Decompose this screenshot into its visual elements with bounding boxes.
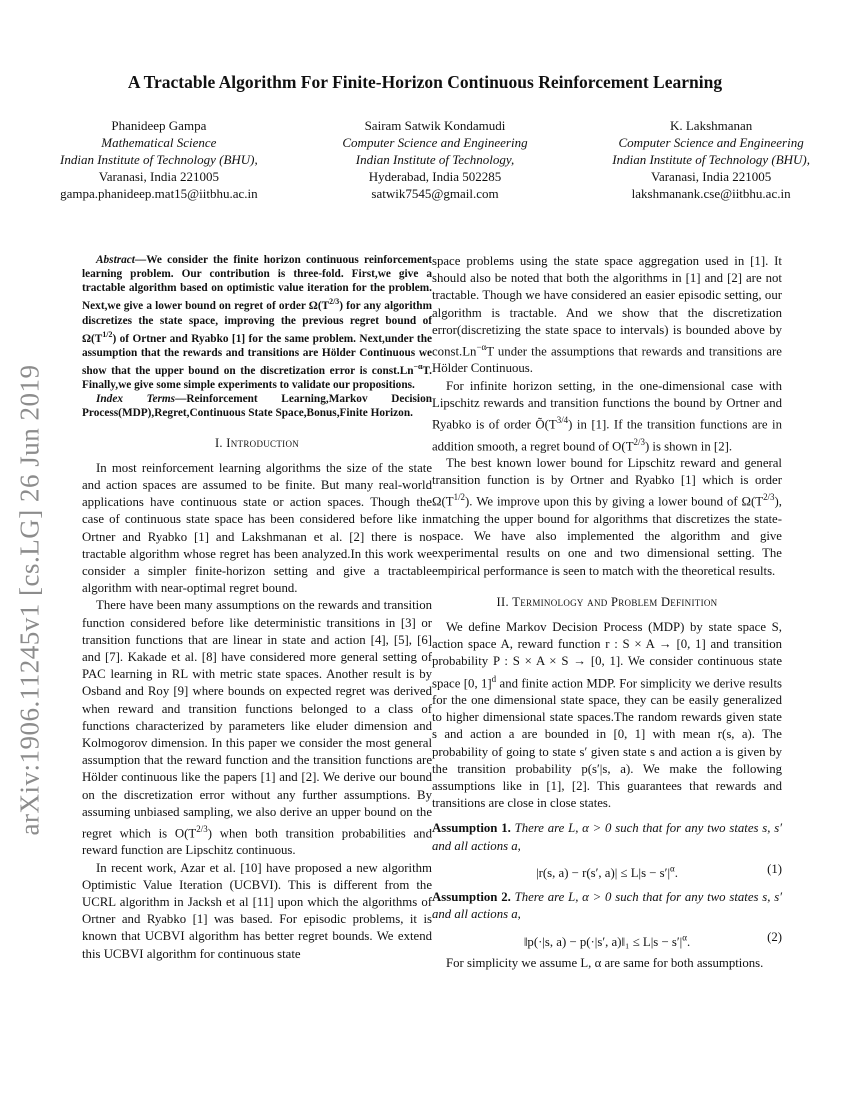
section-number: II. — [496, 594, 513, 609]
equation-number: (2) — [767, 930, 782, 945]
author-dept: Computer Science and Engineering — [342, 135, 528, 150]
author-inst: Indian Institute of Technology (BHU), — [60, 152, 258, 167]
equation-2 — [432, 929, 782, 949]
author-3 — [612, 117, 810, 202]
author-dept: Computer Science and Engineering — [618, 135, 804, 150]
author-email[interactable]: gampa.phanideep.mat15@iitbhu.ac.in — [60, 186, 258, 201]
author-email[interactable]: satwik7545@gmail.com — [371, 186, 499, 201]
author-name: Phanideep Gampa — [111, 118, 207, 133]
arxiv-stamp — [6, 290, 54, 910]
abstract-label: Abstract — [96, 254, 135, 266]
equation-body: |r(s, a) − r(s′, $a)| \le L|s - s'|^\alpha$. — [536, 863, 678, 881]
author-inst: Indian Institute of Technology (BHU), — [612, 152, 810, 167]
section-heading-intro — [82, 435, 432, 452]
intro-paragraph-3: In recent work, Azar et al. [10] have proposed a new algorithm Optimistic Value Iteration (UCBVI). This is different from the UCRL algorithm in Jacksh et al [11] upon which the algorithms of Ortner and Ryabko [1] was based. For episodic problems, it is known that UCBVI algorithm has better regret bounds. We extend this UCBVI algorithm for continuous state — [82, 860, 432, 961]
abstract-text: —We consider the finite horizon continuous reinforcement learning problem. Our contribution is three-fold. First,we give a tractable algorithm based on optimistic value iteration for the problem. Next,we give a lower bound on regret of order $\Omega(T^{2/3})$ for any algorithm discretizes the state space, improving the previous regret bound of $\Omega(T^{1/2})$ of Ortner and Ryabko [1] for the same problem. Next,under the assumption that the rewards and transitions are Hölder Continuous we show that the upper bound on the discretization error is $const.Ln^{-\alpha}T$. Finally,we give some simple experiments to validate our propositions. — [82, 254, 432, 391]
right-paragraph-1: space problems using the state space aggregation used in [1]. It should also be noted that both the algorithms in [1] and [2] are not tractable. Though we have considered an easier episodic setting, our algorithm is tractable. And we show that the discretization error(discretizing the state space to intervals) is bounded above by $const.Ln^{-\alpha}T$ under the assumptions that rewards and transitions are Hölder Continuous. — [432, 254, 782, 376]
right-paragraph-2: For infinite horizon setting, in the one-dimensional case with Lipschitz rewards and transition functions the bound by Ortner and Ryabko is of order $Õ(T^{3/4})$ in [1]. If the transition functions are in addition smooth, a regret bound of $O(T^{2/3})$ is shown in [2]. — [432, 378, 782, 453]
left-column — [82, 253, 432, 963]
section-heading-terminology — [432, 594, 782, 611]
paper-title: A Tractable Algorithm For Finite-Horizon Continuous Reinforcement Learning — [127, 72, 723, 92]
intro-paragraph-1: In most reinforcement learning algorithms the size of the state and action spaces are assumed to be finite. But many real-world applications have continuous state or action spaces. Though the case of continuous state space has been considered before like in Ortner and Ryabko [1] and Lakshmanan et al. [2] there is no tractable algorithm whose regret has been analyzed.In this work we consider a simpler finite-horizon setting and give a tractable algorithm with near-optimal regret bound. — [82, 460, 432, 596]
assumption-text: There are L, α > 0 such that for any two states s, s′ and all actions a, — [432, 889, 782, 922]
abstract — [82, 253, 432, 392]
assumption-text: There are L, α > 0 such that for any two states s, s′ and all actions a, — [432, 821, 782, 853]
intro-paragraph-2: There have been many assumptions on the rewards and transition function considered before like deterministic transitions in [3] or transition functions that are linear in state and action [4], [5], [6] and [7]. Kakade et al. [8] have considered more general setting of PAC learning in RL with metric state spaces. Another result is by Osband and Roy [9] where bounds on expected regret was derived when reward and transition functions belonged to a class of functions characterized by parameters like eluder dimension and Kolmogorov dimension. In this paper we consider the most general assumption that the reward function and the transition functions are Hölder continuous like the papers [1] and [2]. We derive our bound on the discretization error without any further assumptions. By assuming unbiased sampling, we also derive an upper bound on the regret which is $O(T^{2/3})$ when both transition probabilities and reward function are Lipschitz continuous. — [82, 598, 432, 858]
section-title: Introduction — [226, 435, 300, 450]
equation-1 — [432, 861, 782, 881]
index-terms-text: —Reinforcement Learning,Markov Decision Process(MDP),Regret,Continuous State Space,Bonus,Finite Horizon. — [82, 393, 433, 420]
author-city: Hyderabad, India 502285 — [368, 169, 502, 184]
arxiv-stamp-text: arXiv:1906.11245v1 [cs.LG] 26 Jun 2019 — [14, 364, 45, 836]
assumption-label: Assumption 2. — [432, 889, 511, 904]
right-paragraph-3: The best known lower bound for Lipschitz reward and general transition function is by Ortner and Ryabko [1] which is order $\Omega(T^{1/2})$. We improve upon this by giving a lower bound of $\Omega(T^{2/3})$, matching the upper bound for algorithms that discretizes the state-space. We have also implemented the algorithm and give experimental results on one and two dimensional setting. The empirical performance is seen to match with the theoretical results. — [432, 456, 782, 578]
right-column — [432, 253, 782, 972]
assumption-2 — [432, 889, 782, 923]
author-block — [60, 117, 810, 202]
terminology-paragraph: We define Markov Decision Process (MDP) by state space S, action space A, reward function r : S × A → [0, 1] and transition probability P : S × A × S → [0, 1]. We consider continuous state space [0, 1]$^d$ and finite action MDP. For simplicity we derive results for the one dimensional state space, they can be easily generalized to higher dimensional state spaces.The random rewards given state s and action a are bounded in [0, 1] with mean r(s, a). The probability of going to state s′ given state s and action a is given by the transition probability p(s′|s, a). We make the following assumptions like in [1], [2]. This guarantees that rewards and transitions are close in close states. — [432, 619, 782, 811]
author-name: Sairam Satwik Kondamudi — [364, 118, 506, 133]
author-1 — [60, 117, 258, 202]
index-terms — [82, 392, 432, 420]
author-email[interactable]: lakshmanank.cse@iitbhu.ac.in — [631, 186, 791, 201]
author-name: K. Lakshmanan — [669, 118, 753, 133]
author-inst: Indian Institute of Technology, — [355, 152, 515, 167]
equation-number: (1) — [767, 861, 782, 876]
assumption-label: Assumption 1. — [432, 821, 511, 836]
section-title: Terminology and Problem Definition — [512, 594, 718, 609]
author-2 — [342, 117, 527, 202]
section-number: I. — [214, 435, 227, 450]
index-terms-label: Index Terms — [96, 393, 176, 406]
author-city: Varanasi, India 221005 — [651, 169, 772, 184]
author-city: Varanasi, India 221005 — [98, 169, 219, 184]
author-dept: Mathematical Science — [101, 135, 217, 150]
equation-body: ‖p(·|s, a) − p(·|s′, a)‖₁ ≤ $L|s - s'|^\alpha$. — [523, 932, 691, 949]
closing-paragraph: For simplicity we assume L, α are same for both assumptions. — [446, 956, 764, 971]
assumption-1 — [432, 820, 782, 854]
